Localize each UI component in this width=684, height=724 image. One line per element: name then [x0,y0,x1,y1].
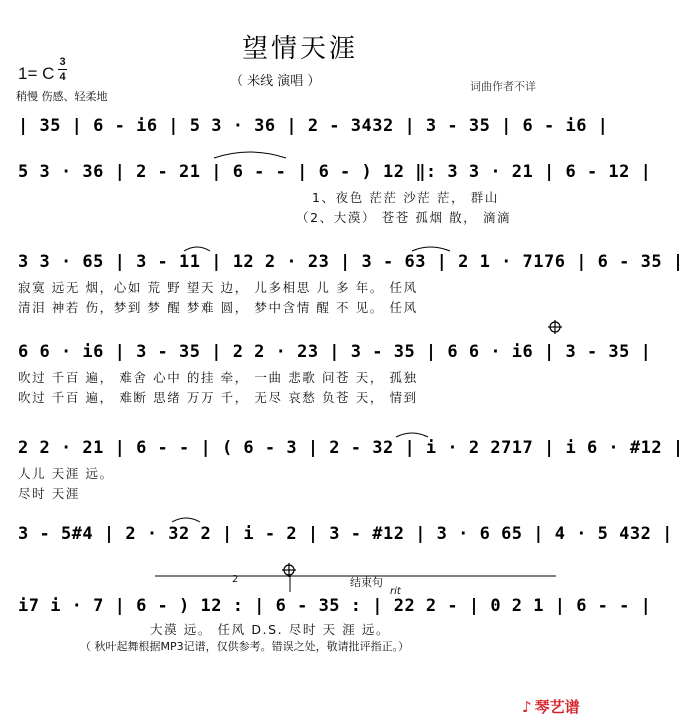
score-line-6: 3 - 5#4 | 2 · 32 2 | i - 2 | 3 - #12 | 3 · 6 65 | 4 · 5 432 | [18,524,673,544]
credit-label: 词曲作者不详 [470,80,536,93]
time-sig-top: 3 [59,56,66,68]
lyric-line-3a: 寂寞 远无 烟，心如 荒 野 望天 边， 儿多相思 儿 多 年。 任风 [18,280,418,295]
score-line-5: 2 2 · 21 | 6 - - | ( 6 - 3 | 2 - 32 | i · 2 2717 | i 6 · #12 | [18,438,684,458]
singer-label: （ 米线 演唱 ） [230,74,321,89]
score-line-2: 5 3 · 36 | 2 - 21 | 6 - - | 6 - ) 12 ‖: 3 3 · 21 | 6 - 12 | [18,162,652,182]
logo-text: 琴艺谱 [534,698,580,716]
volta-2-label: 2 [232,574,239,585]
lyric-line-4a: 吹过 千百 遍， 难舍 心中 的挂 牵， 一曲 悲歌 问苍 天， 孤独 [18,370,418,385]
time-sig-bottom: 4 [59,71,66,83]
footnote: （ 秋叶起舞根据MP3记谱，仅供参考。错误之处，敬请批评指正。） [80,640,410,653]
score-line-4: 6 6 · i6 | 3 - 35 | 2 2 · 23 | 3 - 35 | 6 6 · i6 | 3 - 35 | [18,342,652,362]
site-logo [522,696,580,717]
lyric-line-3b: 清泪 神若 伤，梦到 梦 醒 梦难 圆， 梦中含情 醒 不 见。 任风 [18,300,418,315]
logo-mark-icon: ♪ [522,698,532,716]
lyric-line-7: 大漠 远。 任风 D.S. 尽时 天 涯 远。 [150,622,391,637]
lyric-line-4b: 吹过 千百 遍， 难断 思绪 万万 千， 无尽 哀愁 负苍 天， 情到 [18,390,418,405]
lyric-line-5b: 尽时 天涯 [18,486,80,501]
rit-marking: rit [390,586,401,597]
score-line-7: i7 i · 7 | 6 - ) 12 : | 6 - 35 : | 22 2 - | 0 2 1 | 6 - - | [18,596,652,616]
lyric-line-5a: 人儿 天涯 远。 [18,466,114,481]
lyric-line-2b: （2、大漠） 苍苍 孤烟 散， 滴滴 [296,210,512,225]
tempo-marking: 稍慢 伤感、轻柔地 [16,90,108,103]
lyric-line-2a: 1、夜色 茫茫 沙茫 茫， 群山 [312,190,499,205]
ending-label: 结束句 [350,576,383,589]
score-line-3: 3 3 · 65 | 3 - 11 | 12 2 · 23 | 3 - 63 | 2 1 · 7176 | 6 - 35 | [18,252,684,272]
key-signature: 1= C [18,64,55,83]
score-line-1: | 35 | 6 - i6 | 5 3 · 36 | 2 - 3432 | 3 - 35 | 6 - i6 | [18,116,609,136]
song-title: 望情天涯 [241,34,358,64]
